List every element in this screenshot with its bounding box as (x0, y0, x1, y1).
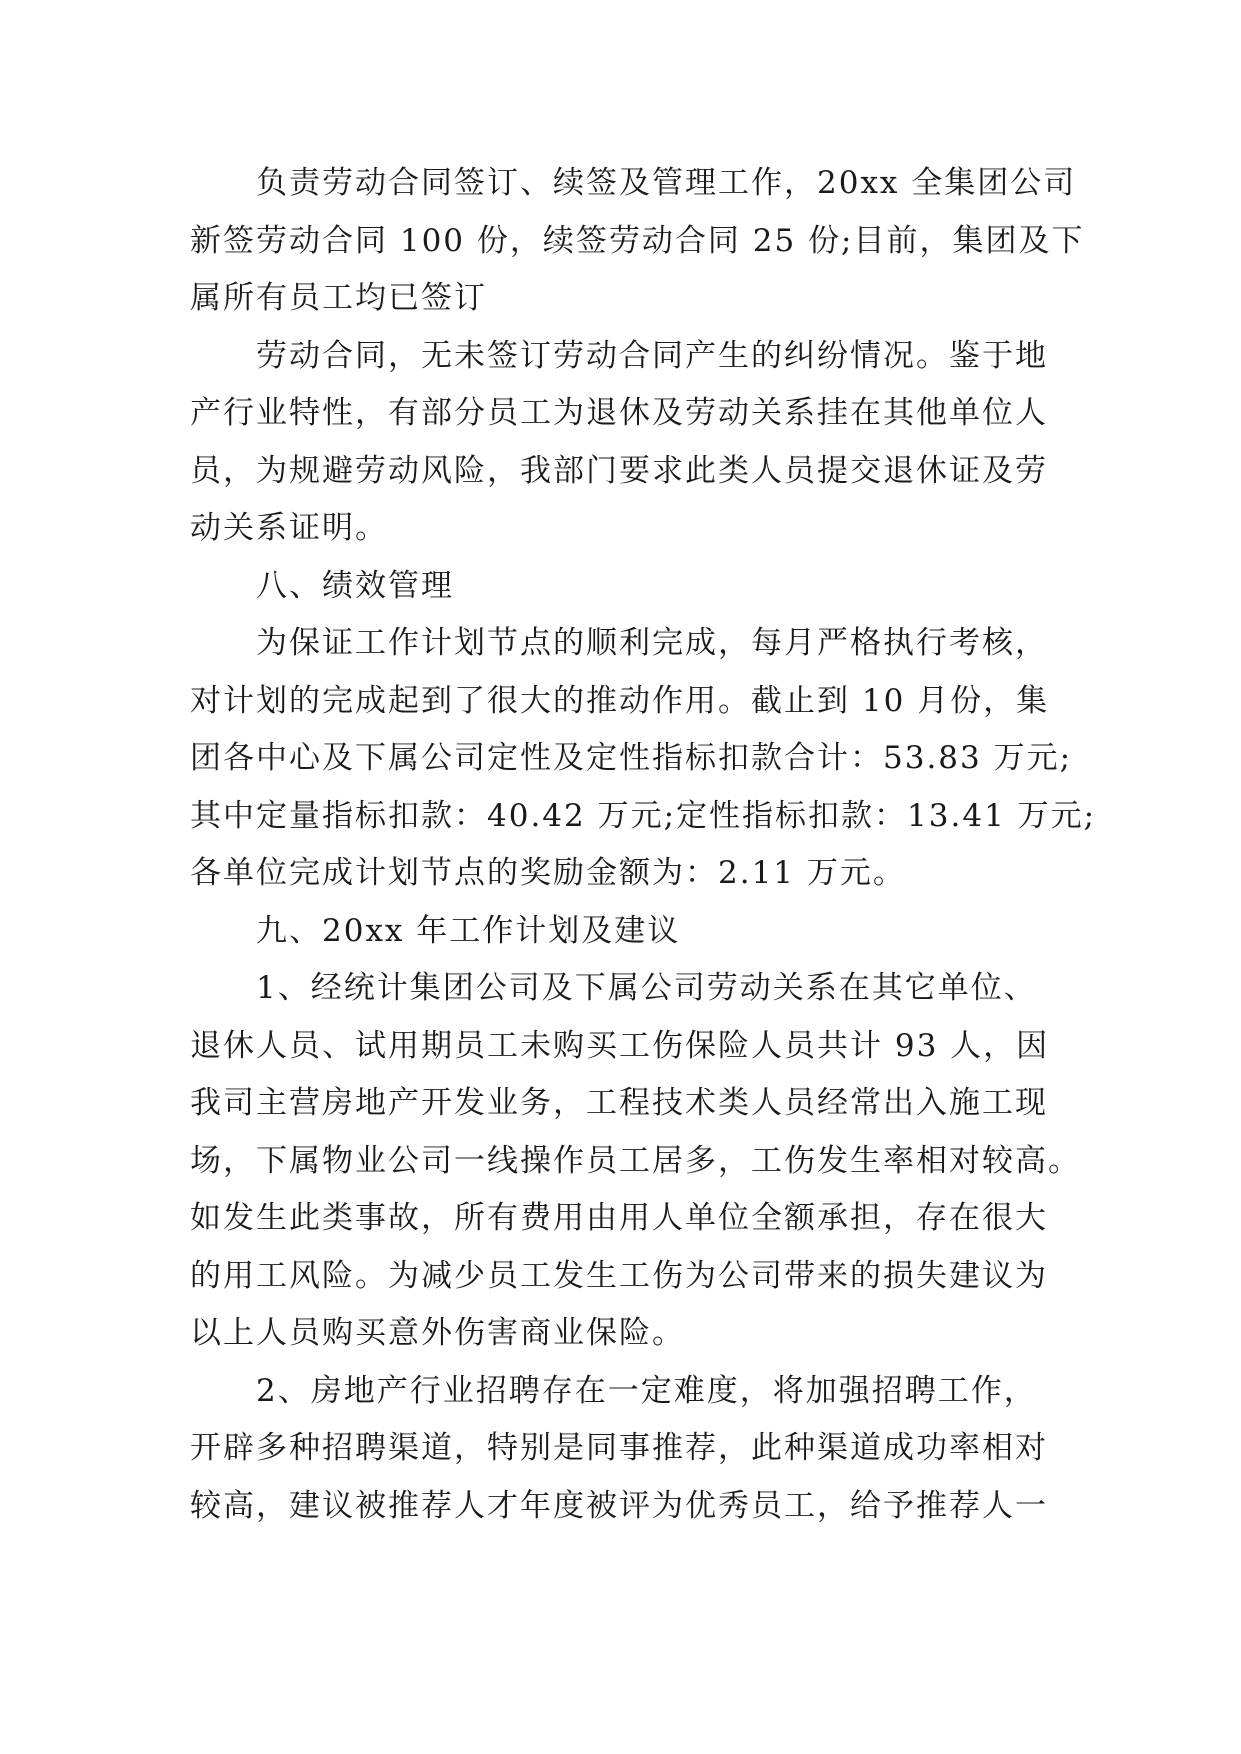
text-line: 其中定量指标扣款：40.42 万元;定性指标扣款：13.41 万元; (190, 797, 1097, 834)
text-line: 各单位完成计划节点的奖励金额为：2.11 万元。 (190, 855, 906, 891)
text-line: 团各中心及下属公司定性及定性指标扣款合计：53.83 万元; (190, 740, 1073, 776)
text-line: 动关系证明。 (190, 510, 388, 546)
text-line: 较高，建议被推荐人才年度被评为优秀员工，给予推荐人一 (190, 1487, 1048, 1524)
text-line: 劳动合同，无未签订劳动合同产生的纠纷情况。鉴于地 (256, 337, 1048, 374)
document-body (190, 155, 1097, 1535)
text-line: 的用工风险。为减少员工发生工伤为公司带来的损失建议为 (190, 1257, 1048, 1294)
text-line: 我司主营房地产开发业务，工程技术类人员经常出入施工现 (190, 1085, 1048, 1121)
text-line: 开辟多种招聘渠道，特别是同事推荐，此种渠道成功率相对 (190, 1430, 1048, 1466)
section-heading: 八、绩效管理 (256, 567, 454, 604)
section-heading: 九、20xx 年工作计划及建议 (256, 912, 681, 949)
text-line: 对计划的完成起到了很大的推动作用。截止到 10 月份，集 (190, 682, 1050, 719)
text-line: 员，为规避劳动风险，我部门要求此类人员提交退休证及劳 (190, 452, 1048, 489)
text-line: 以上人员购买意外伤害商业保险。 (190, 1315, 685, 1351)
text-line: 退休人员、试用期员工未购买工伤保险人员共计 93 人，因 (190, 1027, 1050, 1064)
text-line: 为保证工作计划节点的顺利完成，每月严格执行考核， (256, 625, 1048, 661)
text-line: 产行业特性，有部分员工为退休及劳动关系挂在其他单位人 (190, 395, 1048, 431)
text-line: 2、房地产行业招聘存在一定难度，将加强招聘工作， (256, 1372, 1037, 1409)
text-line: 如发生此类事故，所有费用由用人单位全额承担，存在很大 (190, 1200, 1048, 1236)
text-line: 场，下属物业公司一线操作员工居多，工伤发生率相对较高。 (190, 1142, 1081, 1179)
text-line: 新签劳动合同 100 份，续签劳动合同 25 份;目前，集团及下 (190, 222, 1085, 259)
text-line: 1、经统计集团公司及下属公司劳动关系在其它单位、 (256, 970, 1037, 1006)
text-line: 负责劳动合同签订、续签及管理工作，20xx 全集团公司 (256, 165, 1077, 201)
text-line: 属所有员工均已签订 (190, 280, 487, 316)
